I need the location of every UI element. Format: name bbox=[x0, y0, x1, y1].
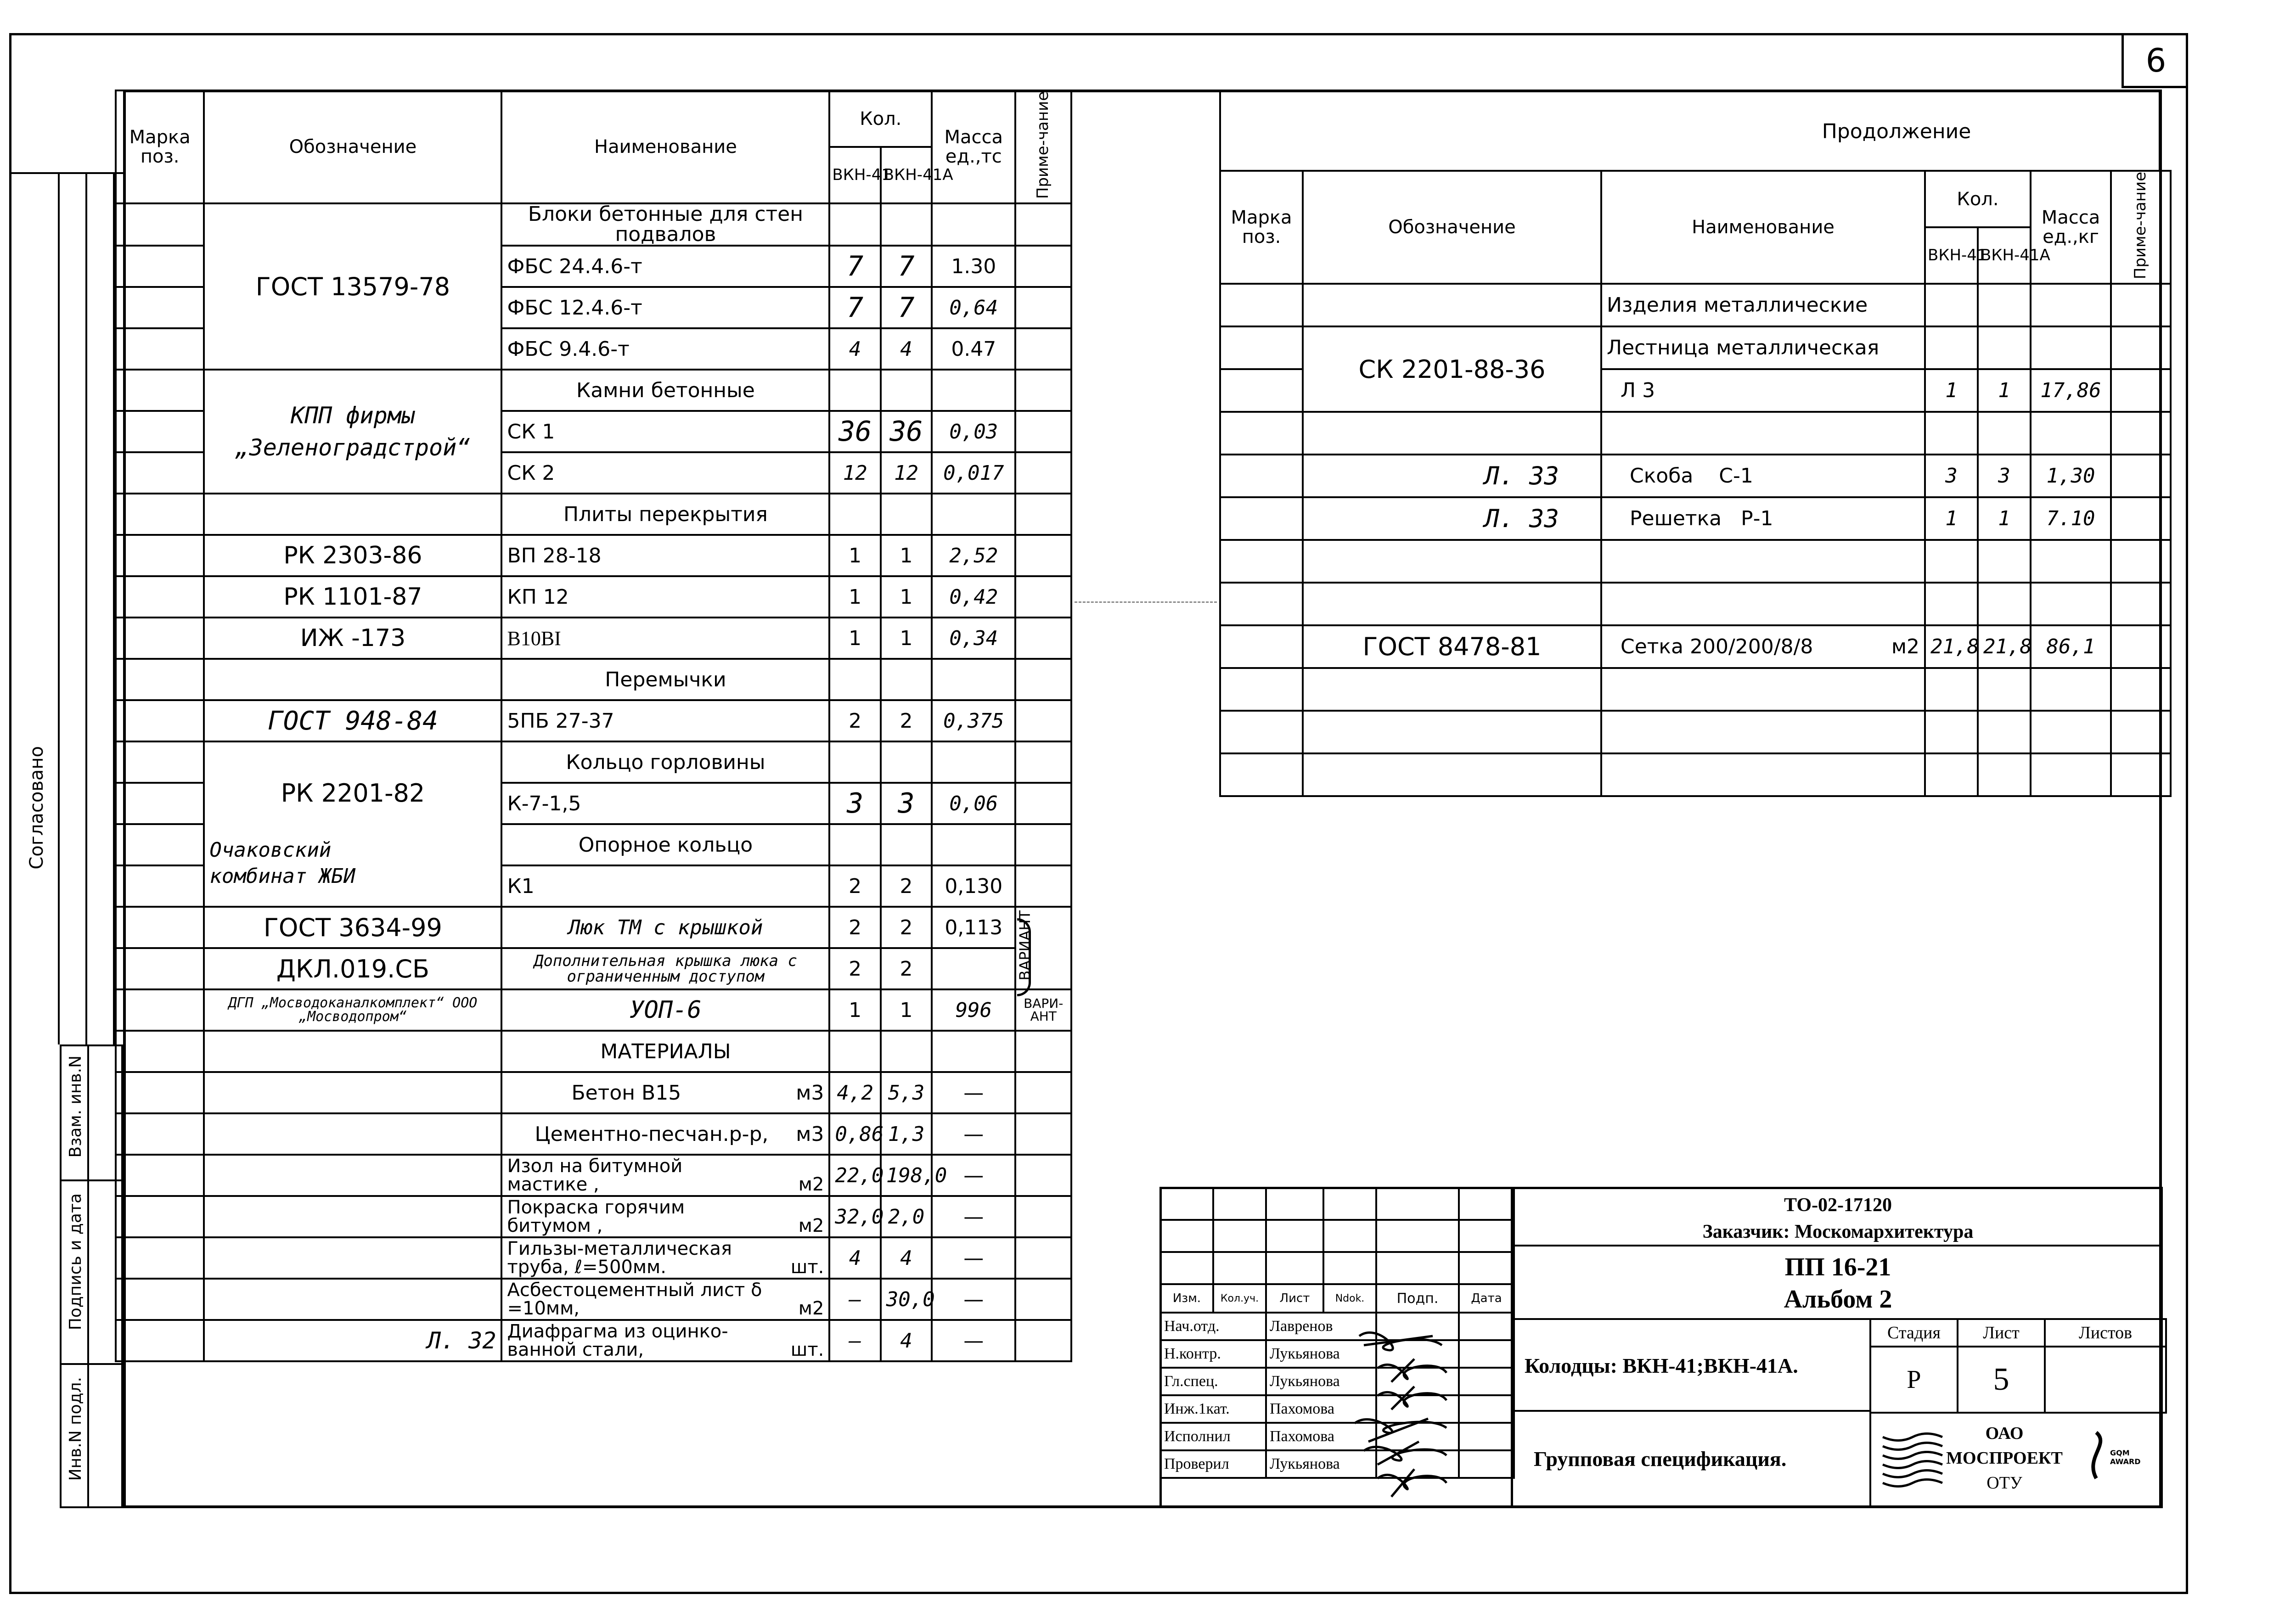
right-spec-table bbox=[1219, 170, 2172, 797]
qty-vkn41: 3 bbox=[1925, 455, 1978, 497]
document-code: ТО-02-17120 bbox=[1784, 1195, 1892, 1216]
project-code: ПП 16-21 bbox=[1784, 1253, 1891, 1281]
row-designation: КПП фирмы „Зеленоградстрой“ bbox=[204, 370, 501, 494]
signer-role: Гл.спец. bbox=[1160, 1368, 1266, 1395]
mass-value: 0,017 bbox=[932, 452, 1015, 494]
hdr-mark: Марка поз. bbox=[1220, 171, 1303, 284]
qty-vkn41: 1 bbox=[829, 576, 880, 618]
signer-name: Пахомова bbox=[1266, 1423, 1376, 1450]
qty-vkn41: 4,2 bbox=[829, 1072, 880, 1113]
mass-value: 17,86 bbox=[2031, 369, 2111, 412]
mass-value: 1.30 bbox=[932, 246, 1015, 287]
hdr-vkn41: ВКН-41 bbox=[1925, 227, 1978, 284]
row-designation: Л. 33 bbox=[1303, 497, 1601, 540]
hdr-vkn41a: ВКН-41А bbox=[881, 147, 932, 203]
signature-grid bbox=[1159, 1187, 1515, 1479]
customer: Заказчик: Москомархитектура bbox=[1702, 1221, 1974, 1242]
qty-vkn41a: 4 bbox=[881, 328, 932, 370]
row-name: УОП-6 bbox=[501, 989, 829, 1031]
section-heading: Плиты перекрытия bbox=[501, 494, 829, 535]
signer-role: Инж.1кат. bbox=[1160, 1395, 1266, 1423]
scan-divider bbox=[1075, 601, 1217, 603]
qty-vkn41: — bbox=[829, 1320, 880, 1361]
mass-value: — bbox=[932, 1155, 1015, 1196]
qty-vkn41: 4 bbox=[829, 1237, 880, 1279]
row-name: КП 12 bbox=[501, 576, 829, 618]
qty-vkn41a: 1 bbox=[881, 989, 932, 1031]
org-block bbox=[1871, 1412, 2163, 1506]
qty-vkn41: — bbox=[829, 1279, 880, 1320]
section-heading: Кольцо горловины bbox=[501, 741, 829, 783]
qty-vkn41: 0,86 bbox=[829, 1113, 880, 1155]
qty-vkn41: 2 bbox=[829, 865, 880, 907]
mass-value: 0.47 bbox=[932, 328, 1015, 370]
hdr-qty: Кол. bbox=[1925, 171, 2031, 227]
row-designation: РК 1101-87 bbox=[204, 576, 501, 618]
signature-scribbles bbox=[1350, 1327, 1460, 1510]
agreed-label: Согласовано bbox=[26, 746, 47, 870]
qty-vkn41a: 30,0 bbox=[881, 1279, 932, 1320]
mass-value: 0,34 bbox=[932, 618, 1015, 659]
stage-label: Стадия bbox=[1870, 1319, 1958, 1347]
sheet-label: Лист bbox=[1958, 1319, 2045, 1347]
mass-value: 0,06 bbox=[932, 783, 1015, 824]
mass-value: 0,03 bbox=[932, 411, 1015, 452]
row-name: В10ВI bbox=[501, 618, 829, 659]
signer-name: Пахомова bbox=[1266, 1395, 1376, 1423]
mass-value: 7.10 bbox=[2031, 497, 2111, 540]
signer-name: Лавренов bbox=[1266, 1313, 1376, 1340]
row-name: Л 3 bbox=[1601, 369, 1925, 412]
row-name: Люк ТМ с крышкой bbox=[501, 907, 829, 948]
mosproekt-logo-icon bbox=[1880, 1430, 1945, 1490]
qty-vkn41a: 7 bbox=[881, 287, 932, 328]
qty-vkn41a: 2 bbox=[881, 865, 932, 907]
qty-vkn41a: 1,3 bbox=[881, 1113, 932, 1155]
hdr-vkn41: ВКН-41 bbox=[829, 147, 880, 203]
row-name: Изол на битумной мастике , м2 bbox=[501, 1155, 829, 1196]
title-block bbox=[1159, 1187, 2163, 1508]
row-name: Скоба С-1 bbox=[1601, 455, 1925, 497]
row-name: ФБС 12.4.6-т bbox=[501, 287, 829, 328]
row-name: Бетон В15 м3 bbox=[501, 1072, 829, 1113]
row-name: ФБС 9.4.6-т bbox=[501, 328, 829, 370]
mass-value: 2,52 bbox=[932, 535, 1015, 576]
hdr-name: Наименование bbox=[1601, 171, 1925, 284]
qty-vkn41a: 1 bbox=[1978, 369, 2031, 412]
mass-value: — bbox=[932, 1279, 1015, 1320]
qty-vkn41a: 36 bbox=[881, 411, 932, 452]
mass-value: — bbox=[932, 1320, 1015, 1361]
mass-value: 0,113 bbox=[932, 907, 1015, 948]
hdr-mark: Марка поз. bbox=[116, 90, 204, 203]
row-name: ВП 28-18 bbox=[501, 535, 829, 576]
col-koluch: Кол.уч. bbox=[1213, 1284, 1266, 1313]
qty-vkn41a: 1 bbox=[1978, 497, 2031, 540]
row-name: Диафрагма из оцинко-ванной стали, шт. bbox=[501, 1320, 829, 1361]
qty-vkn41a: 12 bbox=[881, 452, 932, 494]
row-mark bbox=[116, 203, 204, 246]
variant-note: ВАРИ-АНТ bbox=[1015, 989, 1071, 1031]
row-designation: ГОСТ 8478-81 bbox=[1303, 625, 1601, 668]
row-designation: ГОСТ 13579-78 bbox=[204, 203, 501, 370]
org-name: МОСПРОЕКТ bbox=[1946, 1449, 2063, 1468]
qty-vkn41a: 4 bbox=[881, 1237, 932, 1279]
hdr-vkn41a: ВКН-41А bbox=[1978, 227, 2031, 284]
row-name: Цементно-песчан.р-р, м3 bbox=[501, 1113, 829, 1155]
album: Альбом 2 bbox=[1784, 1285, 1892, 1314]
sheet-number: 6 bbox=[2145, 42, 2167, 79]
row-designation: ДГП „Мосводоканалкомплект“ ООО „Мосводопром“ bbox=[204, 989, 501, 1031]
col-izm: Изм. bbox=[1160, 1284, 1213, 1313]
mass-value: — bbox=[932, 1113, 1015, 1155]
qty-vkn41a: 2 bbox=[881, 907, 932, 948]
vzam-label: Взам. инв.N bbox=[66, 1056, 85, 1158]
col-ndok: Ndok. bbox=[1323, 1284, 1376, 1313]
row-name: СК 1 bbox=[501, 411, 829, 452]
section-heading: МАТЕРИАЛЫ bbox=[501, 1031, 829, 1072]
qty-vkn41a: 3 bbox=[881, 783, 932, 824]
row-name: К-7-1,5 bbox=[501, 783, 829, 824]
award-label: GQM AWARD bbox=[2110, 1449, 2141, 1466]
section-heading: Камни бетонные bbox=[501, 370, 829, 411]
object-name: Колодцы: ВКН-41;ВКН-41А. bbox=[1525, 1354, 1798, 1377]
qty-vkn41a: 1 bbox=[881, 576, 932, 618]
qty-vkn41: 1 bbox=[829, 535, 880, 576]
row-name: СК 2 bbox=[501, 452, 829, 494]
row-designation: Л. 32 bbox=[204, 1320, 501, 1361]
podpis-label: Подпись и дата bbox=[66, 1193, 85, 1331]
row-designation: СК 2201-88-36 bbox=[1303, 326, 1601, 412]
mass-value: 86,1 bbox=[2031, 625, 2111, 668]
qty-vkn41: 7 bbox=[829, 287, 880, 328]
org-dept: ОТУ bbox=[1986, 1473, 2022, 1493]
qty-vkn41a: 198,0 bbox=[881, 1155, 932, 1196]
variant-note: ВАРИАНТ bbox=[1015, 907, 1071, 989]
row-designation: РК 2303-86 bbox=[204, 535, 501, 576]
row-name: Гильзы-металлическая труба, ℓ=500мм. шт. bbox=[501, 1237, 829, 1279]
row-designation: ИЖ -173 bbox=[204, 618, 501, 659]
qty-vkn41: 36 bbox=[829, 411, 880, 452]
mass-value: — bbox=[932, 1196, 1015, 1237]
hdr-note: Приме-чание bbox=[2111, 171, 2171, 284]
sheets-value bbox=[2045, 1347, 2166, 1413]
row-designation: ГОСТ 3634-99 bbox=[204, 907, 501, 948]
qty-vkn41: 2 bbox=[829, 907, 880, 948]
col-data: Дата bbox=[1459, 1284, 1514, 1313]
row-name: ФБС 24.4.6-т bbox=[501, 246, 829, 287]
stage-table bbox=[1869, 1318, 2167, 1414]
award-icon bbox=[2082, 1430, 2151, 1485]
row-designation: РК 2201-82 Очаковский комбинат ЖБИ bbox=[204, 741, 501, 907]
document-title: Групповая спецификация. bbox=[1534, 1447, 1787, 1471]
qty-vkn41a: 2 bbox=[881, 700, 932, 741]
signer-name: Лукьянова bbox=[1266, 1340, 1376, 1368]
qty-vkn41: 22,0 bbox=[829, 1155, 880, 1196]
hdr-note: Приме-чание bbox=[1015, 90, 1071, 203]
mass-value: 0,42 bbox=[932, 576, 1015, 618]
qty-vkn41: 7 bbox=[829, 246, 880, 287]
qty-vkn41a: 2 bbox=[881, 948, 932, 989]
row-name: К1 bbox=[501, 865, 829, 907]
qty-vkn41a: 1 bbox=[881, 535, 932, 576]
qty-vkn41: 4 bbox=[829, 328, 880, 370]
left-stamp-agreed bbox=[9, 172, 123, 1044]
mass-value: — bbox=[932, 1072, 1015, 1113]
signer-name: Лукьянова bbox=[1266, 1450, 1376, 1478]
signer-role: Нач.отд. bbox=[1160, 1313, 1266, 1340]
col-list: Лист bbox=[1266, 1284, 1323, 1313]
mass-value: 1,30 bbox=[2031, 455, 2111, 497]
qty-vkn41: 1 bbox=[1925, 369, 1978, 412]
inv-label: Инв.N подл. bbox=[66, 1377, 85, 1481]
qty-vkn41: 2 bbox=[829, 700, 880, 741]
hdr-qty: Кол. bbox=[829, 90, 932, 147]
qty-vkn41: 2 bbox=[829, 948, 880, 989]
signer-name: Лукьянова bbox=[1266, 1368, 1376, 1395]
row-name: 5ПБ 27-37 bbox=[501, 700, 829, 741]
mass-value: 0,130 bbox=[932, 865, 1015, 907]
row-name: Сетка 200/200/8/8 м2 bbox=[1601, 625, 1925, 668]
row-name: Решетка Р-1 bbox=[1601, 497, 1925, 540]
qty-vkn41a: 7 bbox=[881, 246, 932, 287]
section-heading: Опорное кольцо bbox=[501, 824, 829, 865]
row-designation: ГОСТ 948-84 bbox=[204, 700, 501, 741]
qty-vkn41: 1 bbox=[829, 989, 880, 1031]
left-stamp-bottom bbox=[60, 1044, 123, 1508]
sheets-label: Листов bbox=[2045, 1319, 2166, 1347]
qty-vkn41a: 2,0 bbox=[881, 1196, 932, 1237]
hdr-designation: Обозначение bbox=[204, 90, 501, 203]
col-podp: Подп. bbox=[1376, 1284, 1459, 1313]
row-name: Дополнительная крышка люка с ограниченным доступом bbox=[501, 948, 829, 989]
signer-role: Н.контр. bbox=[1160, 1340, 1266, 1368]
qty-vkn41a: 21,8 bbox=[1978, 625, 2031, 668]
row-name: Лестница металлическая bbox=[1601, 326, 1925, 369]
row-name: Изделия металлические bbox=[1601, 284, 1925, 326]
variant-bracket bbox=[1017, 918, 1031, 996]
hdr-mass: Масса ед.,тс bbox=[932, 90, 1015, 203]
hdr-mass: Масса ед.,кг bbox=[2031, 171, 2111, 284]
qty-vkn41: 12 bbox=[829, 452, 880, 494]
qty-vkn41a: 4 bbox=[881, 1320, 932, 1361]
mass-value: 0,375 bbox=[932, 700, 1015, 741]
signature-scribbles bbox=[1343, 1322, 1344, 1323]
mass-value: — bbox=[932, 1237, 1015, 1279]
hdr-name: Наименование bbox=[501, 90, 829, 203]
row-name: Блоки бетонные для стен подвалов bbox=[501, 203, 829, 246]
qty-vkn41: 21,8 bbox=[1925, 625, 1978, 668]
qty-vkn41: 1 bbox=[1925, 497, 1978, 540]
qty-vkn41: 1 bbox=[829, 618, 880, 659]
continuation-header: Продолжение bbox=[1219, 90, 2161, 170]
qty-vkn41a: 1 bbox=[881, 618, 932, 659]
row-name: Асбестоцементный лист δ =10мм, м2 bbox=[501, 1279, 829, 1320]
qty-vkn41: 32,0 bbox=[829, 1196, 880, 1237]
mass-value: 996 bbox=[932, 989, 1015, 1031]
row-designation: ДКЛ.019.СБ bbox=[204, 948, 501, 989]
stage-value: Р bbox=[1870, 1347, 1958, 1413]
org-top: ОАО bbox=[1985, 1424, 2024, 1443]
section-heading: Перемычки bbox=[501, 659, 829, 700]
row-designation: Л. 33 bbox=[1303, 455, 1601, 497]
signer-role: Исполнил bbox=[1160, 1423, 1266, 1450]
mass-value: 0,64 bbox=[932, 287, 1015, 328]
qty-vkn41a: 5,3 bbox=[881, 1072, 932, 1113]
signer-role: Проверил bbox=[1160, 1450, 1266, 1478]
sheet-value: 5 bbox=[1958, 1347, 2045, 1413]
qty-vkn41: 3 bbox=[829, 783, 880, 824]
row-name: Покраска горячим битумом , м2 bbox=[501, 1196, 829, 1237]
left-spec-table bbox=[115, 90, 1072, 1362]
sheet-number-box bbox=[2122, 33, 2188, 88]
hdr-designation: Обозначение bbox=[1303, 171, 1601, 284]
qty-vkn41a: 3 bbox=[1978, 455, 2031, 497]
